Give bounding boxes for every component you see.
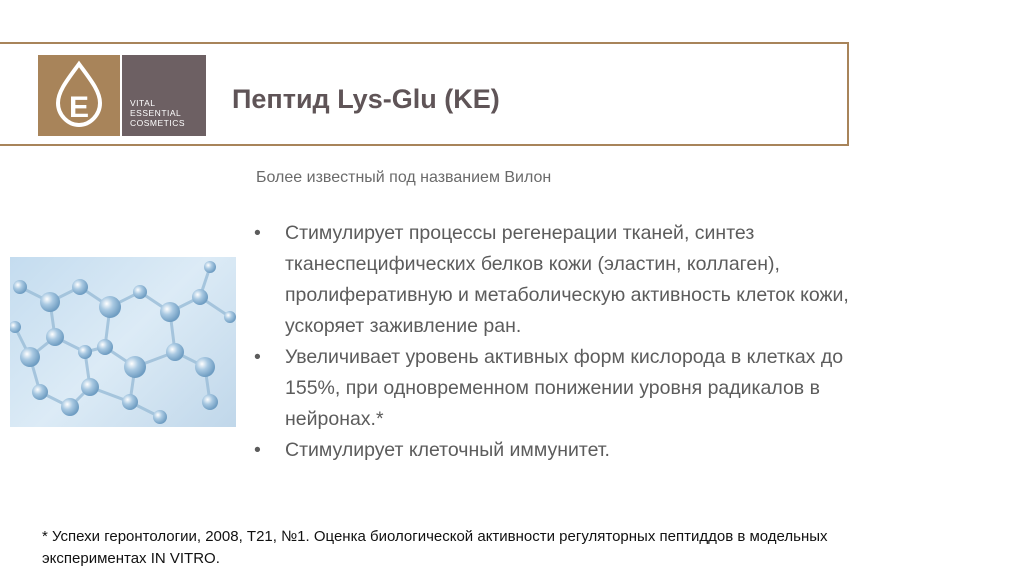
bullet-text: Увеличивает уровень активных форм кислорода в клетках до 155%, при одновременном понижении уровня радикалов в нейронах.* <box>285 346 844 430</box>
brand-name <box>122 55 206 136</box>
page-title: Пептид Lys-Glu (KE) <box>232 84 500 114</box>
bullet-marker: • <box>254 346 261 368</box>
list-item <box>254 435 894 466</box>
list-item <box>254 218 894 342</box>
molecule-illustration <box>10 257 236 427</box>
footnote: * Успехи геронтологии, 2008, Т21, №1. Оценка биологической активности регуляторных пептиддов в модельных экспериментах IN VITRO. <box>42 528 828 567</box>
brand-logo <box>38 55 206 136</box>
molecule-image <box>10 257 236 427</box>
benefit-list <box>254 218 894 466</box>
bullet-text: Стимулирует процессы регенерации тканей, синтез тканеспецифических белков кожи (эластин, коллаген), пролиферативную и метаболическую активность клеток кожи, ускоряет заживление ран. <box>285 222 849 337</box>
bullet-marker: • <box>254 439 261 461</box>
drop-logo-graphic <box>38 55 120 136</box>
brand-line-essential: ESSENTIAL <box>130 108 182 118</box>
bullet-marker: • <box>254 222 261 244</box>
brand-line-vital: VITAL <box>130 98 156 108</box>
subtitle: Более известный под названием Вилон <box>256 169 552 186</box>
list-item <box>254 342 894 435</box>
brand-line-cosmetics: COSMETICS <box>130 118 186 128</box>
bullet-text: Стимулирует клеточный иммунитет. <box>285 439 610 461</box>
logo-mark-letter: E <box>68 91 90 124</box>
drop-logo-icon <box>38 55 120 136</box>
